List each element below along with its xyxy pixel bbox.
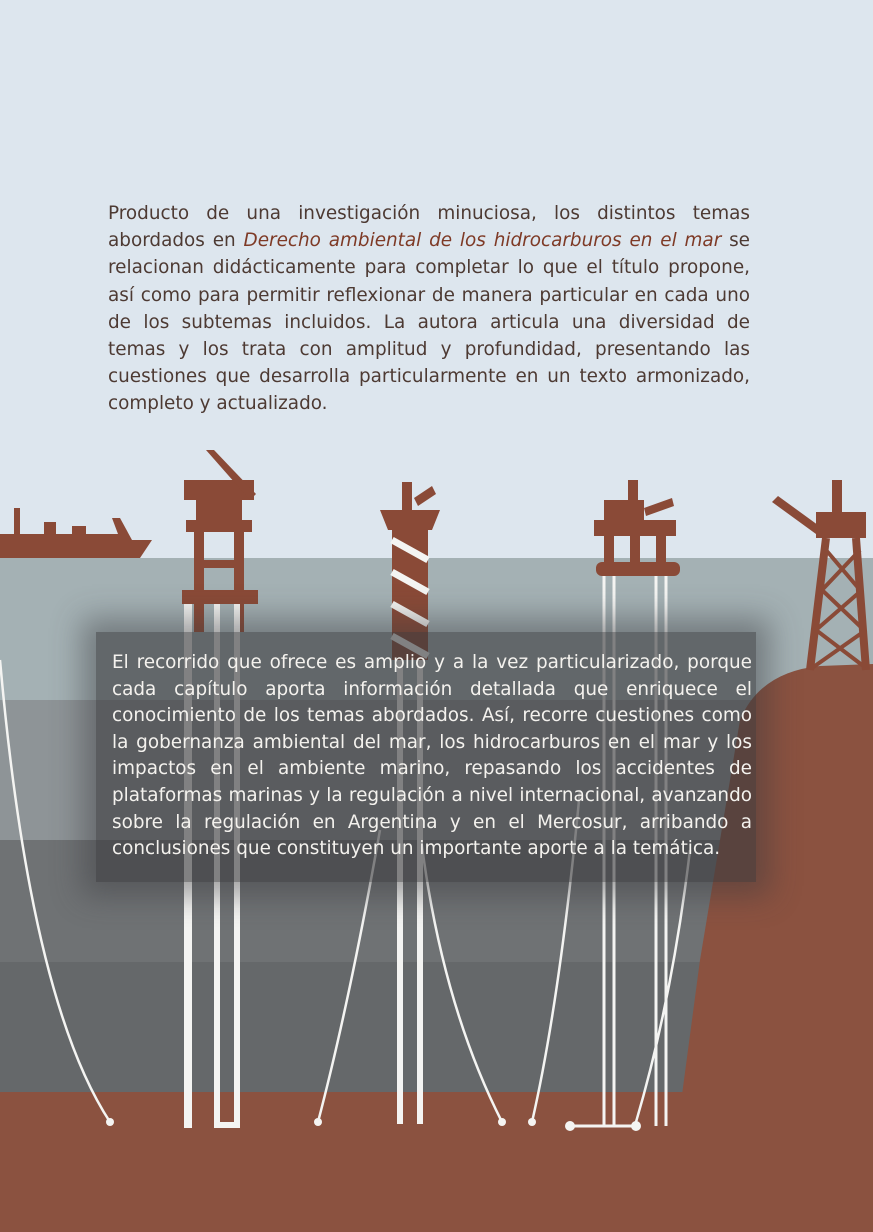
book-title: Derecho ambiental de los hidrocarburos en el mar [243,230,722,252]
top-blurb-lead: Producto de una investigación minuciosa, los distintos temas abordados en [108,203,750,252]
bottom-blurb: El recorrido que ofrece es amplio y a la vez particularizado, porque cada capítulo aporta información detallada que enriquece el conocimiento de los temas abordados. Así, recorre cuestiones como la gobernanza ambiental del mar, los hidrocarburos en el mar y los impactos en el ambiente marino, repasando los accidentes de plataformas marinas y la regulación a nivel internacional, avanzando sobre la regulación en Argentina y en el Mercosur, arribando a conclusiones que constituyen un importante aporte a la temática. [112,652,752,860]
top-blurb [108,200,750,418]
top-blurb-rest: se relacionan didácticamente para completar lo que el título propone, así como para permitir reflexionar de manera particular en cada uno de los subtemas incluidos. La autora articula una diversidad de temas y los trata con amplitud y profundidad, presentando las cuestiones que desarrolla particularmente en un texto armonizado, completo y actualizado. [108,230,750,415]
